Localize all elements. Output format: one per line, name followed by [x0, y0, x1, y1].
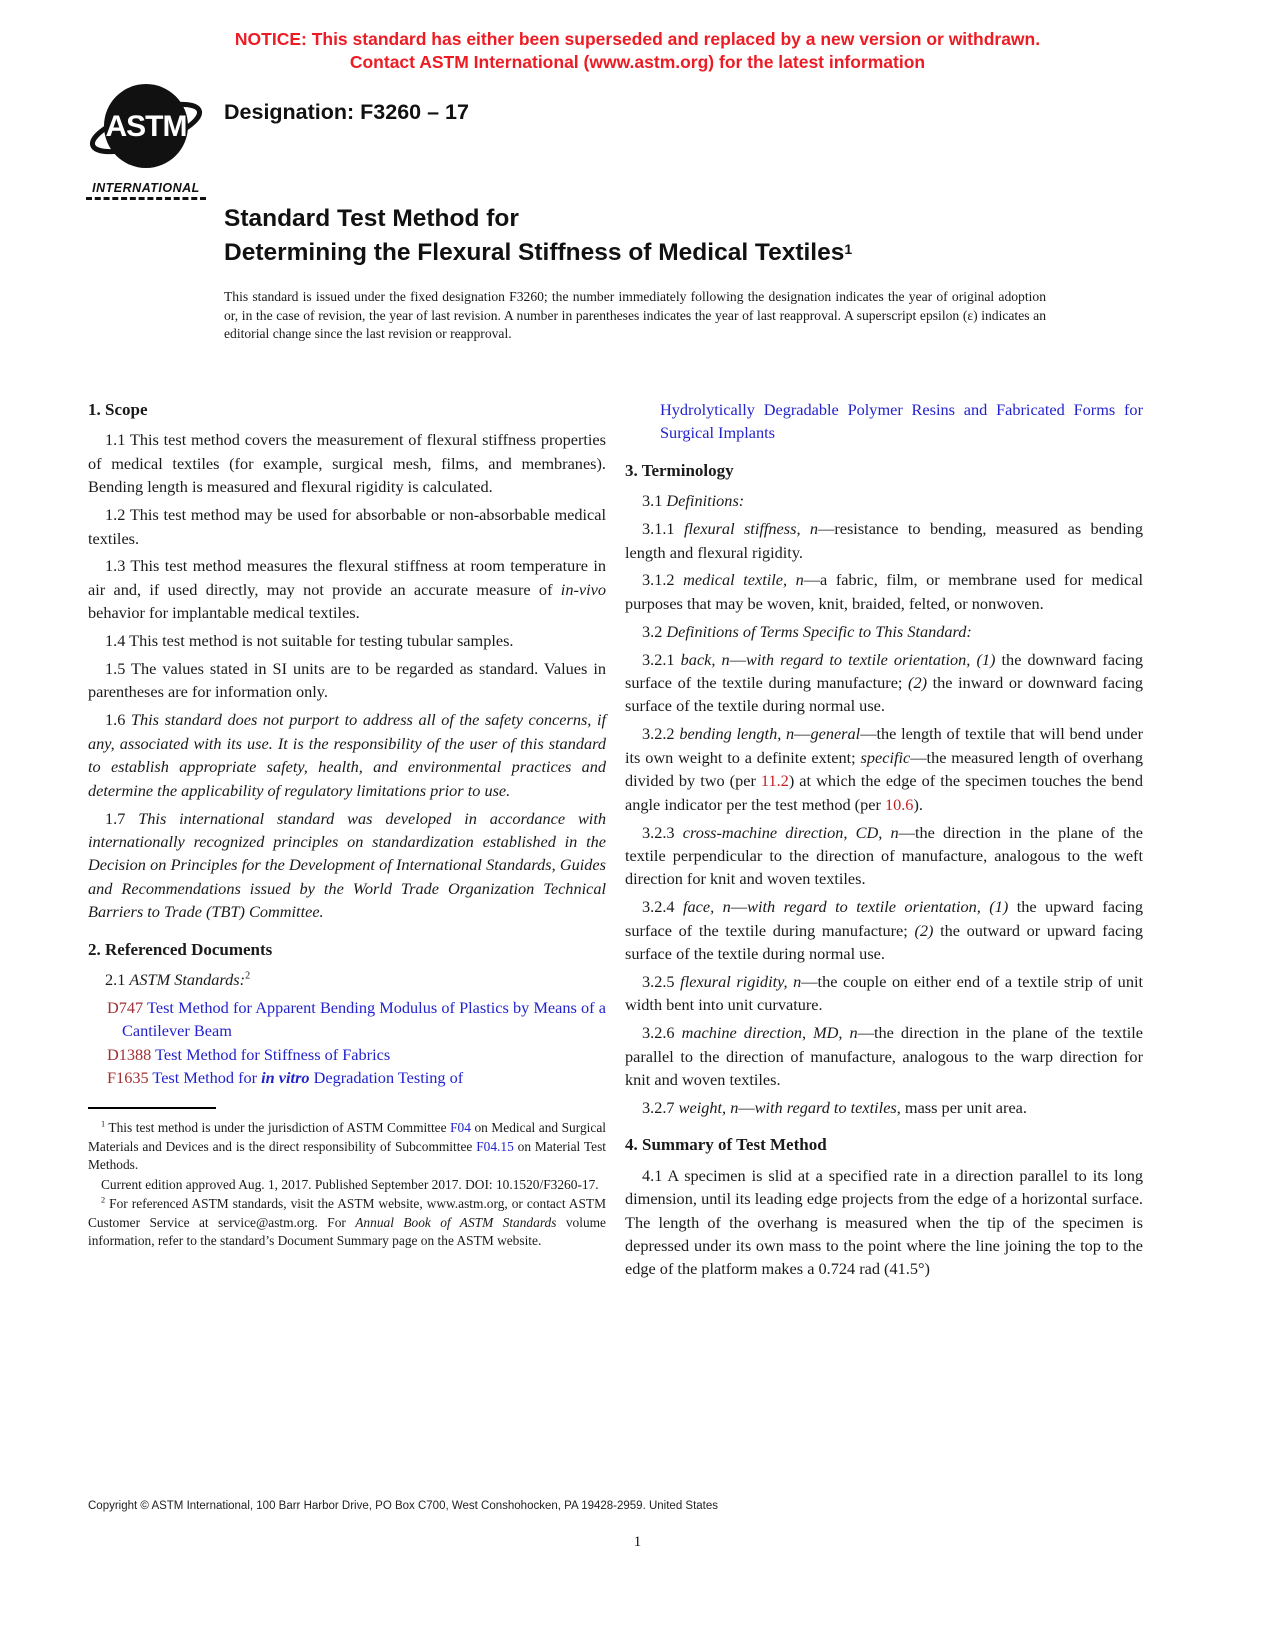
text-run: 3.2.1 [642, 649, 681, 669]
paragraph [625, 1096, 1143, 1119]
text-run: ASTM Standards: [129, 969, 246, 989]
paragraph [88, 554, 606, 624]
paragraph [88, 807, 606, 924]
notice-line-1: NOTICE: This standard has either been superseded and replaced by a new version or withdrawn. [234, 29, 1041, 49]
title-line-1: Standard Test Method for [224, 205, 519, 232]
text-run: Definitions of Terms Specific to This Standard: [666, 621, 972, 641]
text-run: 2 [101, 1195, 106, 1205]
doc-link[interactable]: 11.2 [760, 771, 789, 791]
doc-link[interactable]: Test Method for Stiffness of Fabrics [151, 1044, 391, 1064]
text-run: Annual Book of ASTM Standards [355, 1214, 557, 1230]
text-run: (2) [908, 673, 928, 693]
text-run: in-vivo [560, 579, 606, 599]
paragraph [625, 648, 1143, 718]
paragraph [88, 708, 606, 802]
text-run: 3.2.5 [642, 971, 681, 991]
paragraph [88, 428, 606, 498]
astm-logo [86, 76, 206, 200]
paragraph [88, 503, 606, 550]
paragraph [625, 821, 1143, 891]
text-run: 3. Terminology [625, 460, 734, 480]
doc-link[interactable]: Degradation Testing of [309, 1068, 464, 1088]
text-run: 3.1.1 [642, 519, 684, 539]
text-run: 3.2.7 [642, 1097, 679, 1117]
text-run: flexural rigidity, n [680, 971, 802, 991]
copyright-line: Copyright © ASTM International, 100 Barr Harbor Drive, PO Box C700, West Conshohocken, PA 19428-2959. United States [88, 1500, 719, 1512]
paragraph [625, 970, 1143, 1017]
text-run: — [730, 897, 748, 917]
text-run: bending length, n [679, 724, 795, 744]
paragraph [625, 517, 1143, 564]
text-run: —the couple on either end of a textile strip of unit width bent into unit curvature. [625, 971, 1144, 1015]
paragraph [625, 568, 1143, 615]
text-run: with regard to textile orientation, (1) [747, 897, 1009, 917]
title-line-2: Determining the Flexural Stiffness of Medical Textiles$^1$ [224, 239, 853, 266]
footnote [88, 1195, 606, 1250]
text-run: —the length of textile that will bend under its own weight to a definite extent; [625, 724, 1143, 767]
text-run: weight, n [678, 1097, 739, 1117]
text-run: the outward or upward facing surface of the textile during normal use. [625, 920, 1143, 964]
text-run: For referenced ASTM standards, visit the ASTM website, www.astm.org, or contact ASTM Customer Service at service@astm.org. For [88, 1196, 606, 1230]
text-run: Current edition approved Aug. 1, 2017. Published September 2017. DOI: 10.1520/F3260-17. [101, 1176, 599, 1192]
text-run: cross-machine direction, CD, n [682, 822, 899, 842]
text-run: on Medical and Surgical Materials and Devices and is the direct responsibility of Subcommittee [88, 1120, 606, 1154]
reference-item [88, 1043, 606, 1066]
text-run: — [729, 649, 746, 669]
text-run: —the direction in the plane of the textile parallel to the direction of manufacture, analogous to the warp direction for knit and woven textiles. [625, 1023, 1143, 1090]
text-run: —a fabric, film, or membrane used for medical purposes that may be woven, knit, braided, felted, or nonwoven. [625, 570, 1143, 613]
text-run: the inward or downward facing surface of the textile during normal use. [625, 673, 1144, 716]
text-run: This international standard was developed in accordance with internationally recognized principles on standardization established in the Decision on Principles for the Development of International Standards, Guides and Recommendations issued by the World Trade Organization Technical Barriers to Trade (TBT) Committee. [88, 808, 606, 922]
doc-link[interactable]: Test Method for Apparent Bending Modulus of Plastics by Means of a Cantilever Beam [122, 997, 606, 1041]
text-run: back, n [680, 649, 730, 669]
reference-item [88, 996, 606, 1043]
reference-continuation [660, 398, 1143, 445]
title-footnote-marker: 1 [844, 241, 853, 257]
footnote [88, 1119, 606, 1174]
text-run: (2) [914, 920, 934, 940]
paragraph [625, 620, 1143, 643]
paragraph [625, 1021, 1143, 1091]
text-run: behavior for implantable medical textiles. [88, 603, 360, 623]
text-run: 1.7 [105, 808, 139, 828]
text-run: , mass per unit area. [896, 1097, 1027, 1117]
text-run: 3.2.2 [642, 724, 680, 744]
left-column [88, 392, 606, 1251]
text-run: flexural stiffness, n [683, 519, 819, 539]
section-heading [625, 459, 1143, 482]
text-run: —the measured length of overhang divided by two (per [625, 747, 1144, 791]
text-run: the upward facing surface of the textile during manufacture; [625, 897, 1144, 940]
text-run: 2.1 [105, 969, 130, 989]
text-run: medical textile, n [683, 570, 804, 590]
doc-link[interactable]: Hydrolytically Degradable Polymer Resins and Fabricated Forms for Surgical Implants [660, 400, 1143, 443]
text-run: 3.2 [642, 621, 667, 641]
text-run: volume information, refer to the standard’s Document Summary page on the ASTM website. [88, 1214, 607, 1248]
document-title [224, 203, 1104, 268]
text-run: —resistance to bending, measured as bending length and flexural rigidity. [625, 519, 1144, 562]
text-run: 4.1 A specimen is slid at a specified rate in a direction parallel to its long dimension, until its leading edge projects from the edge of a horizontal surface. The length of the overhang is measured when the tip of the specimen is depressed under its own mass to the point where the line joining the top to the edge of the platform makes a 0.724 rad (41.5°) [625, 1165, 1143, 1279]
paragraph [625, 489, 1143, 512]
text-run: 2 [245, 970, 251, 982]
text-run: 4. Summary of Test Method [625, 1135, 827, 1155]
text-run: specific [860, 747, 911, 767]
text-run: machine direction, MD, n [681, 1023, 858, 1043]
text-run: 3.2.3 [642, 822, 683, 842]
section-heading [625, 1133, 1143, 1156]
right-column [625, 392, 1143, 1285]
text-run: face, n [683, 897, 731, 917]
text-run: 3.1.2 [642, 570, 684, 590]
page-number: 1 [633, 1534, 642, 1550]
text-run: with regard to textile orientation, (1) [745, 649, 996, 669]
doc-link[interactable]: in vitro [261, 1068, 310, 1088]
paragraph [625, 722, 1143, 816]
footnote [88, 1176, 606, 1194]
text-run: ) at which the edge of the specimen touches the bend angle indicator per the test method (per [625, 771, 1144, 814]
paragraph [625, 895, 1143, 965]
text-run: 1.1 This test method covers the measurement of flexural stiffness properties of medical textiles (for example, surgical mesh, films, and membranes). Bending length is measured and flexural rigidity is calculated. [88, 430, 606, 497]
text-run: 1.5 The values stated in SI units are to be regarded as standard. Values in parentheses are for information only. [88, 659, 606, 702]
text-run: — [738, 1097, 755, 1117]
text-run: 2. Referenced Documents [88, 939, 273, 959]
doc-link[interactable]: F1635 [107, 1068, 149, 1088]
designation: Designation: F3260 – 17 [224, 100, 469, 124]
svg-text:ASTM: ASTM [105, 110, 187, 143]
text-run: the downward facing surface of the textile during manufacture; [625, 649, 1143, 693]
doc-link[interactable]: D747 [107, 997, 144, 1017]
text-run: 3.2.6 [642, 1023, 682, 1043]
text-run: This standard does not purport to address all of the safety concerns, if any, associated with its use. It is the responsibility of the user of this standard to establish appropriate safety, health, and environmental practices and determine the applicability of regulatory limitations prior to use. [88, 710, 606, 800]
supersession-notice [0, 28, 1275, 74]
text-run: 1. Scope [88, 400, 148, 419]
text-run: on Material Test Methods. [88, 1138, 606, 1173]
issuance-note: This standard is issued under the fixed designation F3260; the number immediately following the designation indicates the year of original adoption or, in the case of revision, the year of last revision. A number in parentheses indicates the year of last reapproval. A superscript epsilon (ε) indicates an editorial change since the last revision or reapproval. [224, 289, 1046, 342]
section-heading [88, 398, 606, 421]
paragraph [88, 629, 606, 652]
doc-link[interactable]: 10.6 [884, 794, 914, 814]
text-run: 1.2 This test method may be used for absorbable or non-absorbable medical textiles. [88, 505, 606, 548]
text-run: 3.2.4 [642, 897, 684, 917]
paragraph [88, 968, 606, 991]
astm-globe-icon [88, 76, 204, 180]
reference-item [88, 1066, 606, 1089]
doc-link[interactable]: Test Method for [148, 1068, 262, 1088]
doc-link[interactable]: F04.15 [476, 1138, 514, 1154]
paragraph [88, 657, 606, 704]
text-run: 1.3 This test method measures the flexural stiffness at room temperature in air and, if used directly, may not provide an accurate measure of [88, 556, 606, 599]
section-heading [88, 938, 606, 961]
text-run: — [794, 724, 811, 744]
text-run: general [810, 724, 861, 744]
footnote-rule [88, 1107, 216, 1109]
astm-logo-subtext: INTERNATIONAL [86, 181, 206, 200]
text-run: 1.6 [105, 710, 131, 730]
doc-link[interactable]: D1388 [107, 1044, 152, 1064]
text-run: 1.4 This test method is not suitable for testing tubular samples. [105, 631, 514, 651]
doc-link[interactable]: F04 [450, 1120, 471, 1136]
text-run: ). [913, 794, 923, 814]
text-run: 1 [101, 1120, 106, 1129]
notice-line-2: Contact ASTM International (www.astm.org) for the latest information [349, 52, 926, 72]
text-run: —the direction in the plane of the textile perpendicular to the direction of manufacture, analogous to the weft direction for knit and woven textiles. [625, 822, 1143, 889]
paragraph [625, 1164, 1143, 1281]
text-run: 3.1 [642, 491, 667, 511]
text-run: This test method is under the jurisdiction of ASTM Committee [105, 1120, 451, 1136]
text-run: with regard to textiles [754, 1097, 897, 1117]
text-run: Definitions: [666, 491, 745, 511]
